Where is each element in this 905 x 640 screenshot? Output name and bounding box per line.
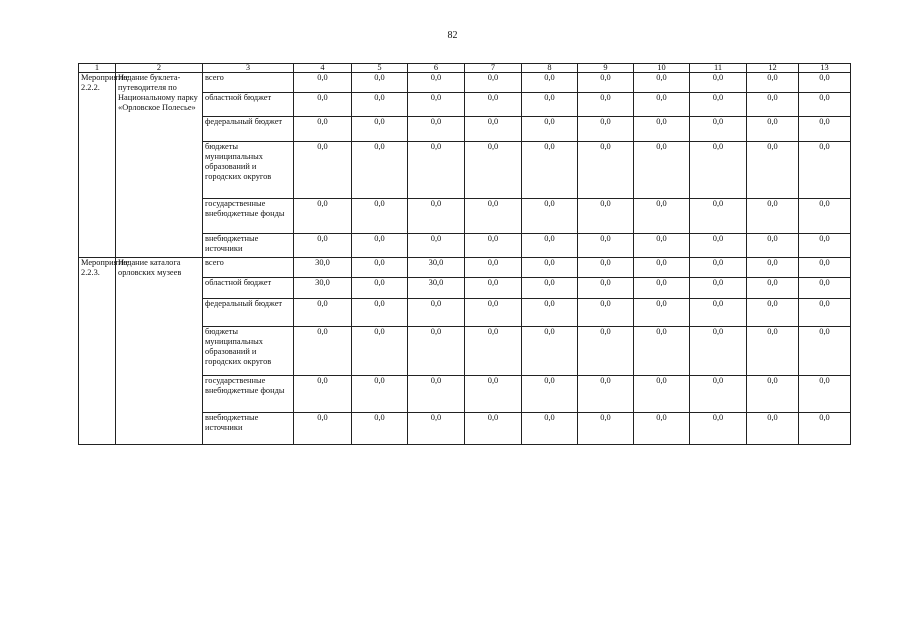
value-cell: 0,0 xyxy=(294,117,352,142)
value-cell: 0,0 xyxy=(408,142,465,199)
value-cell: 0,0 xyxy=(690,117,747,142)
value-cell: 0,0 xyxy=(799,234,851,258)
value-cell: 0,0 xyxy=(294,376,352,413)
table-row xyxy=(79,73,851,93)
value-cell: 0,0 xyxy=(747,93,799,117)
value-cell: 0,0 xyxy=(747,199,799,234)
value-cell: 0,0 xyxy=(408,73,465,93)
value-cell: 0,0 xyxy=(294,93,352,117)
value-cell: 0,0 xyxy=(578,234,634,258)
column-header: 4 xyxy=(294,64,352,73)
value-cell: 0,0 xyxy=(522,73,578,93)
value-cell: 0,0 xyxy=(465,413,522,445)
value-cell: 0,0 xyxy=(578,93,634,117)
value-cell: 0,0 xyxy=(522,93,578,117)
value-cell: 0,0 xyxy=(799,413,851,445)
value-cell: 0,0 xyxy=(634,278,690,299)
funding-source: внебюджетные источники xyxy=(203,413,294,445)
value-cell: 0,0 xyxy=(578,258,634,278)
value-cell: 0,0 xyxy=(799,73,851,93)
value-cell: 0,0 xyxy=(799,199,851,234)
value-cell: 0,0 xyxy=(799,299,851,327)
column-number-row xyxy=(79,64,851,73)
value-cell: 0,0 xyxy=(690,73,747,93)
value-cell: 0,0 xyxy=(294,73,352,93)
value-cell: 0,0 xyxy=(634,142,690,199)
funding-source: федеральный бюджет xyxy=(203,117,294,142)
funding-source: всего xyxy=(203,258,294,278)
value-cell: 0,0 xyxy=(294,142,352,199)
value-cell: 0,0 xyxy=(408,327,465,376)
value-cell: 0,0 xyxy=(690,413,747,445)
value-cell: 0,0 xyxy=(747,299,799,327)
value-cell: 0,0 xyxy=(522,117,578,142)
value-cell: 0,0 xyxy=(522,258,578,278)
measure-title: Издание буклета-путеводителя по Национальному парку «Орловское Полесье» xyxy=(116,73,203,258)
value-cell: 0,0 xyxy=(522,376,578,413)
value-cell: 0,0 xyxy=(634,117,690,142)
value-cell: 0,0 xyxy=(522,327,578,376)
value-cell: 0,0 xyxy=(408,93,465,117)
value-cell: 0,0 xyxy=(578,413,634,445)
column-header: 9 xyxy=(578,64,634,73)
value-cell: 0,0 xyxy=(634,73,690,93)
value-cell: 0,0 xyxy=(294,199,352,234)
value-cell: 0,0 xyxy=(352,93,408,117)
value-cell: 0,0 xyxy=(690,142,747,199)
value-cell: 0,0 xyxy=(747,142,799,199)
value-cell: 0,0 xyxy=(799,258,851,278)
value-cell: 0,0 xyxy=(747,376,799,413)
column-header: 5 xyxy=(352,64,408,73)
value-cell: 0,0 xyxy=(799,142,851,199)
column-header: 13 xyxy=(799,64,851,73)
column-header: 1 xyxy=(79,64,116,73)
value-cell: 0,0 xyxy=(747,73,799,93)
value-cell: 0,0 xyxy=(634,376,690,413)
column-header: 10 xyxy=(634,64,690,73)
value-cell: 0,0 xyxy=(408,376,465,413)
measure-id: Мероприятие 2.2.3. xyxy=(79,258,116,445)
value-cell: 0,0 xyxy=(578,327,634,376)
funding-source: бюджеты муниципальных образований и городских округов xyxy=(203,142,294,199)
value-cell: 0,0 xyxy=(352,299,408,327)
table-row xyxy=(79,258,851,278)
value-cell: 0,0 xyxy=(408,117,465,142)
value-cell: 0,0 xyxy=(799,93,851,117)
measure-title: Издание каталога орловских музеев xyxy=(116,258,203,445)
budget-table xyxy=(78,63,851,445)
value-cell: 0,0 xyxy=(465,258,522,278)
value-cell: 0,0 xyxy=(747,413,799,445)
value-cell: 0,0 xyxy=(634,413,690,445)
value-cell: 0,0 xyxy=(465,278,522,299)
value-cell: 30,0 xyxy=(408,278,465,299)
value-cell: 0,0 xyxy=(690,376,747,413)
value-cell: 0,0 xyxy=(408,234,465,258)
page-number: 82 xyxy=(447,30,458,41)
value-cell: 0,0 xyxy=(352,278,408,299)
value-cell: 0,0 xyxy=(690,327,747,376)
value-cell: 0,0 xyxy=(747,327,799,376)
value-cell: 0,0 xyxy=(578,142,634,199)
value-cell: 0,0 xyxy=(465,117,522,142)
value-cell: 0,0 xyxy=(465,234,522,258)
column-header: 11 xyxy=(690,64,747,73)
funding-source: бюджеты муниципальных образований и городских округов xyxy=(203,327,294,376)
value-cell: 0,0 xyxy=(408,199,465,234)
measure-id: Мероприятие 2.2.2. xyxy=(79,73,116,258)
value-cell: 0,0 xyxy=(352,199,408,234)
value-cell: 30,0 xyxy=(294,258,352,278)
funding-source: областной бюджет xyxy=(203,93,294,117)
funding-source: областной бюджет xyxy=(203,278,294,299)
value-cell: 0,0 xyxy=(294,413,352,445)
value-cell: 0,0 xyxy=(634,299,690,327)
value-cell: 0,0 xyxy=(578,73,634,93)
column-header: 8 xyxy=(522,64,578,73)
value-cell: 0,0 xyxy=(690,199,747,234)
value-cell: 0,0 xyxy=(634,234,690,258)
value-cell: 0,0 xyxy=(690,299,747,327)
value-cell: 0,0 xyxy=(352,413,408,445)
value-cell: 0,0 xyxy=(578,376,634,413)
funding-source: государственные внебюджетные фонды xyxy=(203,376,294,413)
value-cell: 0,0 xyxy=(634,93,690,117)
value-cell: 0,0 xyxy=(352,258,408,278)
value-cell: 0,0 xyxy=(465,327,522,376)
value-cell: 0,0 xyxy=(294,234,352,258)
value-cell: 0,0 xyxy=(634,258,690,278)
value-cell: 0,0 xyxy=(578,299,634,327)
column-header: 3 xyxy=(203,64,294,73)
value-cell: 0,0 xyxy=(352,234,408,258)
value-cell: 0,0 xyxy=(578,117,634,142)
value-cell: 0,0 xyxy=(690,234,747,258)
column-header: 6 xyxy=(408,64,465,73)
value-cell: 0,0 xyxy=(799,278,851,299)
value-cell: 0,0 xyxy=(522,413,578,445)
value-cell: 0,0 xyxy=(690,93,747,117)
value-cell: 0,0 xyxy=(522,278,578,299)
value-cell: 0,0 xyxy=(352,117,408,142)
value-cell: 0,0 xyxy=(690,258,747,278)
column-header: 2 xyxy=(116,64,203,73)
value-cell: 0,0 xyxy=(799,117,851,142)
value-cell: 0,0 xyxy=(747,117,799,142)
value-cell: 0,0 xyxy=(408,299,465,327)
value-cell: 0,0 xyxy=(522,199,578,234)
value-cell: 0,0 xyxy=(690,278,747,299)
value-cell: 0,0 xyxy=(465,199,522,234)
value-cell: 0,0 xyxy=(799,327,851,376)
value-cell: 0,0 xyxy=(352,142,408,199)
value-cell: 0,0 xyxy=(408,413,465,445)
value-cell: 0,0 xyxy=(634,327,690,376)
value-cell: 0,0 xyxy=(799,376,851,413)
value-cell: 0,0 xyxy=(747,234,799,258)
value-cell: 0,0 xyxy=(578,278,634,299)
value-cell: 0,0 xyxy=(352,327,408,376)
value-cell: 0,0 xyxy=(465,376,522,413)
value-cell: 0,0 xyxy=(352,73,408,93)
value-cell: 0,0 xyxy=(465,142,522,199)
column-header: 7 xyxy=(465,64,522,73)
funding-source: внебюджетные источники xyxy=(203,234,294,258)
value-cell: 0,0 xyxy=(578,199,634,234)
value-cell: 0,0 xyxy=(747,258,799,278)
column-header: 12 xyxy=(747,64,799,73)
funding-source: всего xyxy=(203,73,294,93)
value-cell: 0,0 xyxy=(465,299,522,327)
value-cell: 0,0 xyxy=(522,142,578,199)
value-cell: 0,0 xyxy=(747,278,799,299)
value-cell: 0,0 xyxy=(465,93,522,117)
funding-source: государственные внебюджетные фонды xyxy=(203,199,294,234)
value-cell: 30,0 xyxy=(408,258,465,278)
value-cell: 0,0 xyxy=(465,73,522,93)
value-cell: 0,0 xyxy=(522,234,578,258)
value-cell: 0,0 xyxy=(522,299,578,327)
value-cell: 30,0 xyxy=(294,278,352,299)
value-cell: 0,0 xyxy=(294,327,352,376)
value-cell: 0,0 xyxy=(634,199,690,234)
funding-source: федеральный бюджет xyxy=(203,299,294,327)
value-cell: 0,0 xyxy=(294,299,352,327)
value-cell: 0,0 xyxy=(352,376,408,413)
